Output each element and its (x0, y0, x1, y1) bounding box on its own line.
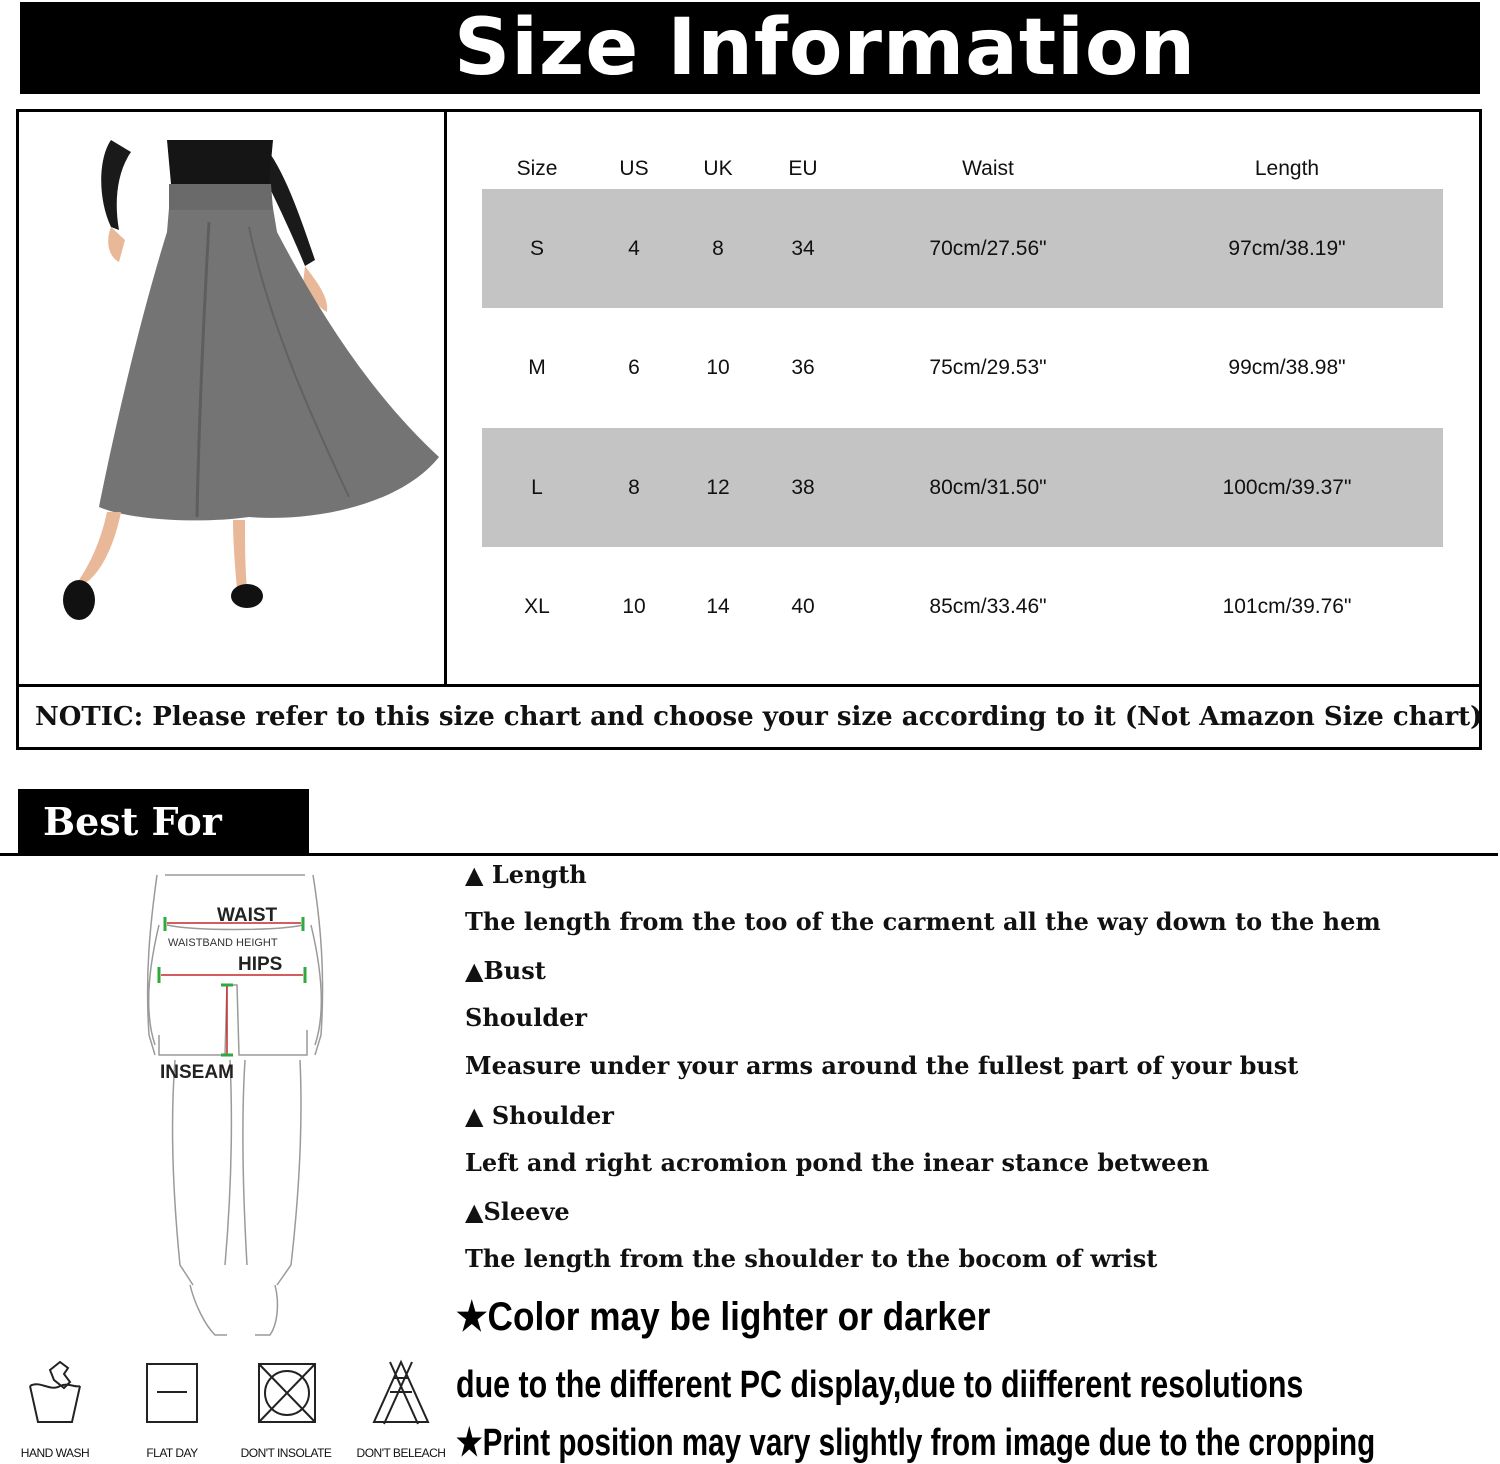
section-divider (0, 853, 1498, 856)
color-note: ★Color may be lighter or darker (456, 1295, 991, 1339)
table-row (482, 308, 1443, 427)
table-cell: 80cm/31.50" (929, 475, 1047, 499)
skirt-model-illustration (19, 112, 447, 684)
table-cell: 36 (791, 355, 815, 379)
guide-text: The length from the too of the carment all the way down to the hem (465, 907, 1381, 936)
table-cell: XL (524, 594, 550, 618)
table-cell: 8 (712, 236, 724, 260)
guide-heading: ▲Bust (465, 956, 546, 985)
column-header: EU (788, 157, 818, 180)
section-title: Best For You (18, 789, 309, 855)
table-cell: 4 (628, 236, 640, 260)
column-header: UK (703, 157, 733, 180)
hand-wash-icon (20, 1358, 90, 1428)
size-table (447, 112, 1479, 684)
guide-text: Left and right acromion pond the inear stance between (465, 1148, 1210, 1177)
table-cell: 40 (791, 594, 815, 618)
care-label: DON'T BELEACH (356, 1446, 446, 1460)
product-photo (19, 112, 447, 684)
table-cell: 85cm/33.46" (929, 594, 1047, 618)
print-note: ★Print position may vary slightly from image due to the cropping (456, 1422, 1376, 1464)
table-cell: 100cm/39.37" (1222, 475, 1352, 499)
column-header: Waist (962, 157, 1014, 180)
care-label: FLAT DAY (146, 1446, 198, 1460)
care-item (346, 1358, 456, 1460)
table-cell: 97cm/38.19" (1228, 236, 1346, 260)
table-cell: 8 (628, 475, 640, 499)
size-chart (16, 109, 1482, 750)
table-cell: 70cm/27.56" (929, 236, 1047, 260)
table-row (482, 547, 1443, 666)
table-cell: 99cm/38.98" (1228, 355, 1346, 379)
do-not-bleach-icon (366, 1358, 436, 1428)
guide-text: The length from the shoulder to the bocom of wrist (465, 1244, 1158, 1273)
table-cell: L (531, 475, 543, 499)
table-cell: 101cm/39.76" (1222, 594, 1352, 618)
table-cell: 12 (706, 475, 730, 499)
guide-heading: ▲ Shoulder (465, 1101, 614, 1130)
care-label: DON'T INSOLATE (240, 1446, 332, 1460)
do-not-tumble-dry-icon (251, 1358, 321, 1428)
table-header-row (482, 152, 1443, 186)
table-cell: 6 (628, 355, 640, 379)
title-bar (20, 2, 1480, 94)
flat-dry-icon (137, 1358, 207, 1428)
display-note: due to the different PC display,due to diifferent resolutions (456, 1364, 1304, 1406)
measurement-figure (135, 865, 335, 1355)
table-cell: M (528, 355, 546, 379)
table-cell: 34 (791, 236, 815, 260)
guide-heading: ▲ Length (465, 860, 587, 889)
inseam-label: INSEAM (160, 1062, 234, 1083)
table-cell: 10 (622, 594, 646, 618)
care-label: HAND WASH (20, 1446, 90, 1460)
guide-text: Measure under your arms around the fullest part of your bust (465, 1051, 1299, 1080)
size-notice: NOTIC: Please refer to this size chart and choose your size according to it (Not Amazon Size chart) (19, 684, 1479, 747)
hips-label: HIPS (238, 954, 283, 975)
waist-label: WAIST (217, 905, 278, 926)
table-cell: 38 (791, 475, 815, 499)
guide-heading: ▲Sleeve (465, 1197, 570, 1226)
care-item (231, 1358, 341, 1460)
column-header: US (619, 157, 649, 180)
care-item (117, 1358, 227, 1460)
table-cell: 14 (706, 594, 730, 618)
column-header: Size (516, 157, 558, 180)
table-row (482, 189, 1443, 308)
column-header: Length (1254, 157, 1320, 180)
page-title: Size Information (454, 3, 1196, 93)
care-item (0, 1358, 110, 1460)
table-row (482, 428, 1443, 547)
guide-text: Shoulder (465, 1003, 588, 1032)
waistband-height-label: WAISTBAND HEIGHT (168, 937, 278, 949)
table-cell: 75cm/29.53" (929, 355, 1047, 379)
table-cell: S (529, 236, 545, 260)
table-cell: 10 (706, 355, 730, 379)
